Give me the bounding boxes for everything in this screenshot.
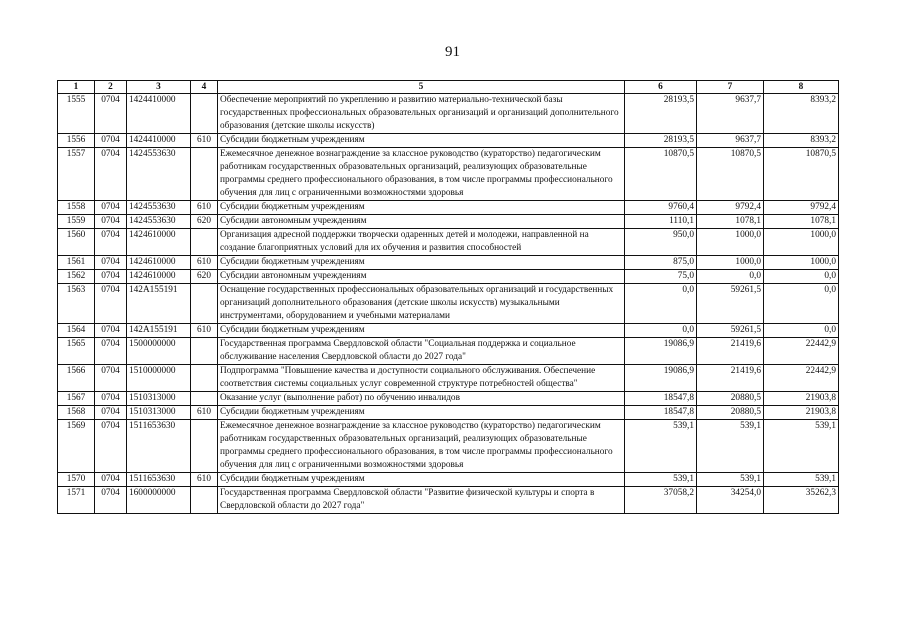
amount-col7-cell: 20880,5 [697, 406, 764, 420]
amount-col7-cell: 0,0 [697, 270, 764, 284]
amount-col6-cell: 950,0 [625, 229, 697, 256]
amount-col7-cell: 9637,7 [697, 94, 764, 134]
table-row [58, 338, 839, 365]
section-code-cell: 0704 [95, 338, 127, 365]
budget-table [57, 80, 839, 514]
target-article-cell: 1424410000 [127, 94, 191, 134]
amount-col8-cell: 22442,9 [764, 338, 839, 365]
amount-col8-cell: 22442,9 [764, 365, 839, 392]
table-row [58, 392, 839, 406]
expense-type-cell [191, 94, 218, 134]
section-code-cell: 0704 [95, 392, 127, 406]
table-row [58, 284, 839, 324]
section-code-cell: 0704 [95, 215, 127, 229]
amount-col7-cell: 10870,5 [697, 148, 764, 201]
expense-type-cell [191, 487, 218, 514]
amount-col7-cell: 9637,7 [697, 134, 764, 148]
target-article-cell: 1510313000 [127, 392, 191, 406]
table-row [58, 324, 839, 338]
expense-type-cell [191, 392, 218, 406]
item-name-cell: Подпрограмма "Повышение качества и доступности социального обслуживания. Обеспечение соответствия системы социальных услуг современной структуре потребностей общества" [218, 365, 625, 392]
row-number-cell: 1568 [58, 406, 95, 420]
section-code-cell: 0704 [95, 229, 127, 256]
column-header: 7 [697, 81, 764, 94]
target-article-cell: 142А155191 [127, 284, 191, 324]
row-number-cell: 1563 [58, 284, 95, 324]
amount-col8-cell: 9792,4 [764, 201, 839, 215]
row-number-cell: 1558 [58, 201, 95, 215]
column-header: 1 [58, 81, 95, 94]
amount-col8-cell: 21903,8 [764, 392, 839, 406]
row-number-cell: 1567 [58, 392, 95, 406]
amount-col6-cell: 10870,5 [625, 148, 697, 201]
amount-col6-cell: 539,1 [625, 420, 697, 473]
row-number-cell: 1569 [58, 420, 95, 473]
amount-col6-cell: 75,0 [625, 270, 697, 284]
item-name-cell: Субсидии автономным учреждениям [218, 215, 625, 229]
row-number-cell: 1565 [58, 338, 95, 365]
column-header: 6 [625, 81, 697, 94]
amount-col7-cell: 59261,5 [697, 324, 764, 338]
expense-type-cell: 620 [191, 270, 218, 284]
amount-col7-cell: 1000,0 [697, 256, 764, 270]
column-header: 2 [95, 81, 127, 94]
expense-type-cell: 610 [191, 406, 218, 420]
expense-type-cell: 610 [191, 473, 218, 487]
section-code-cell: 0704 [95, 270, 127, 284]
row-number-cell: 1555 [58, 94, 95, 134]
amount-col6-cell: 0,0 [625, 324, 697, 338]
amount-col7-cell: 59261,5 [697, 284, 764, 324]
section-code-cell: 0704 [95, 94, 127, 134]
expense-type-cell: 620 [191, 215, 218, 229]
amount-col6-cell: 37058,2 [625, 487, 697, 514]
amount-col7-cell: 21419,6 [697, 365, 764, 392]
amount-col6-cell: 9760,4 [625, 201, 697, 215]
item-name-cell: Субсидии бюджетным учреждениям [218, 324, 625, 338]
amount-col7-cell: 9792,4 [697, 201, 764, 215]
amount-col7-cell: 1000,0 [697, 229, 764, 256]
amount-col6-cell: 18547,8 [625, 392, 697, 406]
table-body [58, 94, 839, 514]
section-code-cell: 0704 [95, 473, 127, 487]
amount-col7-cell: 20880,5 [697, 392, 764, 406]
target-article-cell: 1424553630 [127, 148, 191, 201]
amount-col8-cell: 0,0 [764, 270, 839, 284]
expense-type-cell [191, 148, 218, 201]
column-header: 3 [127, 81, 191, 94]
section-code-cell: 0704 [95, 148, 127, 201]
target-article-cell: 1511653630 [127, 420, 191, 473]
section-code-cell: 0704 [95, 420, 127, 473]
expense-type-cell [191, 338, 218, 365]
target-article-cell: 1424610000 [127, 229, 191, 256]
table-row [58, 215, 839, 229]
target-article-cell: 1510313000 [127, 406, 191, 420]
column-header: 8 [764, 81, 839, 94]
expense-type-cell [191, 420, 218, 473]
section-code-cell: 0704 [95, 284, 127, 324]
target-article-cell: 1424610000 [127, 256, 191, 270]
amount-col7-cell: 1078,1 [697, 215, 764, 229]
amount-col8-cell: 1000,0 [764, 256, 839, 270]
section-code-cell: 0704 [95, 487, 127, 514]
amount-col8-cell: 1000,0 [764, 229, 839, 256]
table-row [58, 420, 839, 473]
amount-col8-cell: 21903,8 [764, 406, 839, 420]
item-name-cell: Обеспечение мероприятий по укреплению и развитию материально-технической базы государственных профессиональных образовательных организаций и организаций дополнительного образования (детские школы искусств) [218, 94, 625, 134]
item-name-cell: Государственная программа Свердловской области "Развитие физической культуры и спорта в Свердловской области до 2027 года" [218, 487, 625, 514]
item-name-cell: Субсидии бюджетным учреждениям [218, 201, 625, 215]
item-name-cell: Субсидии бюджетным учреждениям [218, 406, 625, 420]
amount-col8-cell: 1078,1 [764, 215, 839, 229]
target-article-cell: 1600000000 [127, 487, 191, 514]
target-article-cell: 1511653630 [127, 473, 191, 487]
row-number-cell: 1564 [58, 324, 95, 338]
expense-type-cell: 610 [191, 201, 218, 215]
amount-col6-cell: 875,0 [625, 256, 697, 270]
item-name-cell: Субсидии бюджетным учреждениям [218, 134, 625, 148]
table-row [58, 148, 839, 201]
target-article-cell: 142А155191 [127, 324, 191, 338]
table-row [58, 365, 839, 392]
expense-type-cell [191, 284, 218, 324]
amount-col7-cell: 539,1 [697, 473, 764, 487]
section-code-cell: 0704 [95, 134, 127, 148]
table-row [58, 201, 839, 215]
header-row [58, 81, 839, 94]
target-article-cell: 1424610000 [127, 270, 191, 284]
table-row [58, 229, 839, 256]
amount-col7-cell: 539,1 [697, 420, 764, 473]
amount-col6-cell: 1110,1 [625, 215, 697, 229]
item-name-cell: Государственная программа Свердловской области "Социальная поддержка и социальное обслуживание населения Свердловской области до 2027 года" [218, 338, 625, 365]
table-row [58, 406, 839, 420]
expense-type-cell: 610 [191, 256, 218, 270]
item-name-cell: Оказание услуг (выполнение работ) по обучению инвалидов [218, 392, 625, 406]
amount-col7-cell: 34254,0 [697, 487, 764, 514]
row-number-cell: 1559 [58, 215, 95, 229]
section-code-cell: 0704 [95, 201, 127, 215]
section-code-cell: 0704 [95, 406, 127, 420]
amount-col6-cell: 0,0 [625, 284, 697, 324]
item-name-cell: Организация адресной поддержки творчески одаренных детей и молодежи, направленной на создание благоприятных условий для их обучения и развития способностей [218, 229, 625, 256]
section-code-cell: 0704 [95, 324, 127, 338]
row-number-cell: 1556 [58, 134, 95, 148]
row-number-cell: 1557 [58, 148, 95, 201]
item-name-cell: Оснащение государственных профессиональных образовательных организаций и государственных организаций дополнительного образования (детские школы искусств) музыкальными инструментами, оборудованием и учебными материалами [218, 284, 625, 324]
amount-col6-cell: 539,1 [625, 473, 697, 487]
amount-col8-cell: 0,0 [764, 324, 839, 338]
item-name-cell: Ежемесячное денежное вознаграждение за классное руководство (кураторство) педагогическим работникам государственных образовательных организаций, реализующих образовательные программы среднего профессионального образования, в том числе программы профессионального обучения для лиц с ограниченными возможностями здоровья [218, 148, 625, 201]
row-number-cell: 1561 [58, 256, 95, 270]
row-number-cell: 1570 [58, 473, 95, 487]
target-article-cell: 1424553630 [127, 215, 191, 229]
column-header: 4 [191, 81, 218, 94]
amount-col8-cell: 539,1 [764, 473, 839, 487]
item-name-cell: Субсидии автономным учреждениям [218, 270, 625, 284]
row-number-cell: 1566 [58, 365, 95, 392]
expense-type-cell: 610 [191, 324, 218, 338]
amount-col8-cell: 0,0 [764, 284, 839, 324]
table-row [58, 134, 839, 148]
amount-col8-cell: 539,1 [764, 420, 839, 473]
target-article-cell: 1510000000 [127, 365, 191, 392]
item-name-cell: Ежемесячное денежное вознаграждение за классное руководство (кураторство) педагогическим работникам государственных образовательных организаций, реализующих образовательные программы среднего профессионального образования, в том числе программы профессионального обучения для лиц с ограниченными возможностями здоровья [218, 420, 625, 473]
row-number-cell: 1571 [58, 487, 95, 514]
amount-col6-cell: 28193,5 [625, 94, 697, 134]
row-number-cell: 1562 [58, 270, 95, 284]
amount-col6-cell: 18547,8 [625, 406, 697, 420]
expense-type-cell [191, 229, 218, 256]
table-row [58, 487, 839, 514]
expense-type-cell [191, 365, 218, 392]
table-row [58, 256, 839, 270]
table-row [58, 473, 839, 487]
amount-col8-cell: 10870,5 [764, 148, 839, 201]
table-row [58, 94, 839, 134]
target-article-cell: 1424553630 [127, 201, 191, 215]
amount-col8-cell: 35262,3 [764, 487, 839, 514]
section-code-cell: 0704 [95, 365, 127, 392]
section-code-cell: 0704 [95, 256, 127, 270]
amount-col7-cell: 21419,6 [697, 338, 764, 365]
column-header: 5 [218, 81, 625, 94]
amount-col6-cell: 28193,5 [625, 134, 697, 148]
target-article-cell: 1500000000 [127, 338, 191, 365]
amount-col8-cell: 8393,2 [764, 94, 839, 134]
row-number-cell: 1560 [58, 229, 95, 256]
page-number: 91 [445, 44, 460, 60]
item-name-cell: Субсидии бюджетным учреждениям [218, 256, 625, 270]
amount-col6-cell: 19086,9 [625, 338, 697, 365]
expense-type-cell: 610 [191, 134, 218, 148]
amount-col6-cell: 19086,9 [625, 365, 697, 392]
target-article-cell: 1424410000 [127, 134, 191, 148]
table-row [58, 270, 839, 284]
amount-col8-cell: 8393,2 [764, 134, 839, 148]
item-name-cell: Субсидии бюджетным учреждениям [218, 473, 625, 487]
